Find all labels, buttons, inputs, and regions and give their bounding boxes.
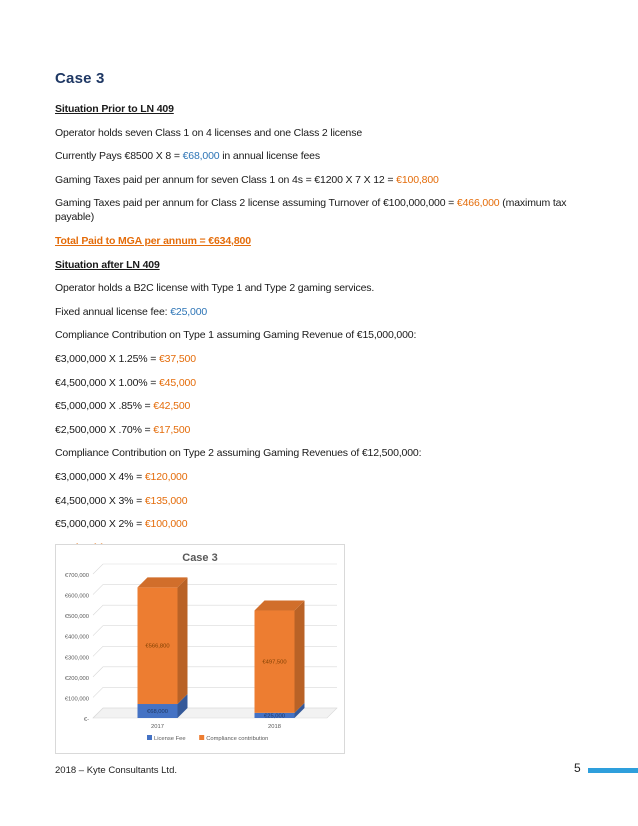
bar-side [295, 601, 305, 713]
line-text: €5,000,000 X .85% = [55, 400, 154, 413]
total-line [55, 234, 595, 248]
line-text: €3,000,000 X 4% = [55, 470, 145, 483]
legend-label: License Fee [154, 736, 186, 742]
body-line [55, 517, 595, 531]
data-label: €566,800 [145, 643, 170, 650]
line-text: (maximum tax payable) [55, 197, 567, 224]
bar-segment [255, 601, 305, 713]
data-label: €68,000 [147, 709, 168, 716]
line-text: Compliance Contribution on Type 2 assuming Gaming Revenues of €12,500,000: [55, 447, 422, 460]
line-text: Compliance Contribution on Type 1 assuming Gaming Revenue of €15,000,000: [55, 329, 417, 342]
line-text: €4,500,000 X 1.00% = [55, 376, 159, 389]
x-tick-label: 2017 [151, 724, 164, 730]
y-tick-label: €700,000 [64, 573, 89, 579]
body-line [55, 470, 595, 484]
body-line [55, 149, 595, 163]
line-text: Gaming Taxes paid per annum for seven Class 1 on 4s = €1200 X 7 X 12 = [55, 173, 397, 186]
y-tick-label: €200,000 [64, 675, 89, 682]
line-text: Fixed annual license fee: [55, 305, 171, 318]
amount-value: €68,000 [182, 150, 220, 163]
legend-label: Compliance contribution [206, 736, 269, 742]
chart-svg [55, 544, 345, 754]
line-text: €5,000,000 X 2% = [55, 518, 145, 531]
body-line [55, 281, 595, 295]
legend-swatch [199, 735, 204, 740]
bar-side [178, 577, 188, 704]
line-text: Situation Prior to LN 409 [55, 103, 174, 115]
page-number: 5 [574, 761, 581, 775]
body-line [55, 423, 595, 437]
line-text: €4,500,000 X 3% = [55, 494, 145, 507]
body-line [55, 399, 595, 413]
y-tick-label: €400,000 [64, 634, 89, 641]
body-text [55, 102, 595, 564]
chart-title: Case 3 [182, 552, 218, 564]
body-line [55, 196, 595, 224]
line-text: Total Paid to MGA per annum = €634,800 [55, 234, 251, 247]
amount-value: €42,500 [153, 400, 191, 413]
body-line [55, 494, 595, 508]
body-line [55, 352, 595, 366]
line-text: €2,500,000 X .70% = [55, 423, 154, 436]
amount-value: €45,000 [158, 376, 196, 389]
body-line [55, 376, 595, 390]
amount-value: €120,000 [144, 470, 188, 483]
line-text: in annual license fees [219, 150, 320, 163]
section-heading: Case 3 [55, 70, 105, 87]
line-text: Currently Pays €8500 X 8 = [55, 150, 183, 163]
line-text: Situation after LN 409 [55, 258, 160, 271]
footer-text: 2018 – Kyte Consultants Ltd. [55, 765, 177, 776]
amount-value: €466,000 [456, 197, 500, 210]
legend-swatch [147, 735, 152, 740]
line-text: €3,000,000 X 1.25% = [55, 352, 159, 365]
line-text: Operator holds a B2C license with Type 1 and Type 2 gaming services. [55, 282, 375, 295]
footer-accent-bar [588, 768, 638, 773]
body-line [55, 328, 595, 342]
amount-value: €100,000 [144, 518, 188, 531]
amount-value: €17,500 [153, 423, 191, 436]
y-tick-label: €- [83, 717, 89, 723]
amount-value: €135,000 [144, 494, 188, 507]
subheading [55, 258, 595, 272]
chart [55, 544, 345, 754]
data-label: €25,000 [264, 713, 285, 720]
body-line [55, 446, 595, 460]
amount-value: €25,000 [170, 305, 208, 318]
y-tick-label: €600,000 [64, 593, 89, 600]
data-label: €497,500 [262, 659, 287, 666]
x-tick-label: 2018 [268, 724, 281, 730]
body-line [55, 305, 595, 319]
y-tick-label: €100,000 [64, 696, 89, 703]
line-text: Gaming Taxes paid per annum for Class 2 license assuming Turnover of €100,000,000 = [55, 197, 457, 210]
y-tick-label: €500,000 [64, 614, 89, 621]
body-line [55, 126, 595, 140]
body-line [55, 173, 595, 187]
line-text: Operator holds seven Class 1 on 4 licenses and one Class 2 license [55, 126, 363, 139]
amount-value: €100,800 [396, 173, 439, 186]
bar-segment [138, 577, 188, 704]
amount-value: €37,500 [158, 352, 196, 365]
y-tick-label: €300,000 [64, 655, 89, 662]
subheading [55, 102, 595, 116]
